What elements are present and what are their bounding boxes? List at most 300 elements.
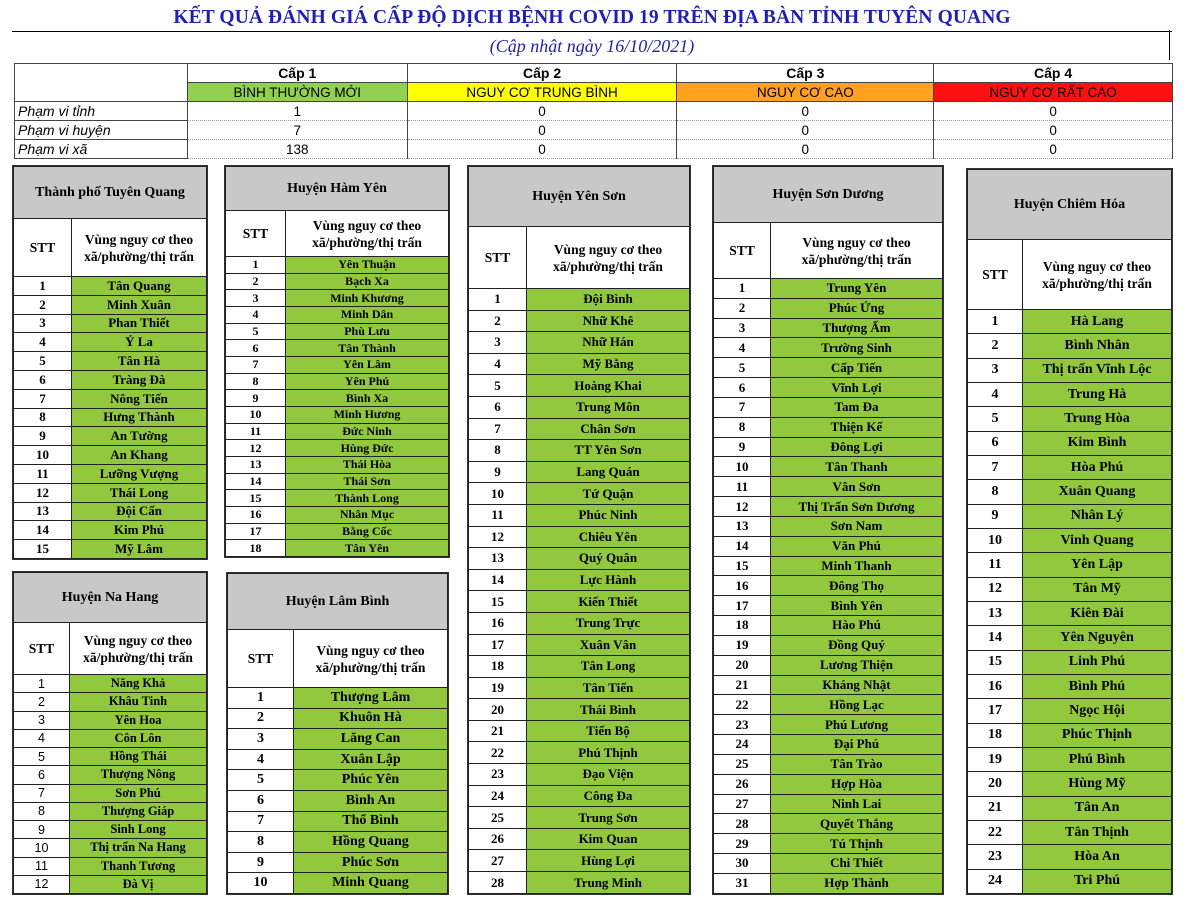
area-name: Khâu Tinh [70, 693, 207, 711]
area-name: Hợp Hòa [771, 774, 943, 794]
district-panel-son-duong [712, 165, 944, 895]
area-name: Xuân Quang [1023, 480, 1172, 504]
table-row [968, 553, 1172, 577]
row-number: 18 [968, 723, 1023, 747]
level-4-label: Cấp 4 [934, 64, 1173, 83]
table-row [469, 440, 690, 462]
table-row [714, 576, 943, 596]
table-row [714, 378, 943, 398]
table-row [228, 873, 448, 894]
row-number: 5 [469, 375, 527, 397]
table-row [228, 708, 448, 729]
table-row [714, 873, 943, 893]
area-name: Minh Quang [294, 873, 448, 894]
row-number: 6 [714, 378, 771, 398]
row-number: 17 [469, 634, 527, 656]
page-title: KẾT QUẢ ĐÁNH GIÁ CẤP ĐỘ DỊCH BỆNH COVID 19 TRÊN ĐỊA BÀN TỈNH TUYÊN QUANG [12, 6, 1172, 32]
row-number: 14 [226, 473, 286, 490]
table-row [714, 635, 943, 655]
area-name: Tri Phú [1023, 869, 1172, 893]
row-number: 9 [469, 461, 527, 483]
row-number: 2 [14, 693, 70, 711]
summary-row-province [15, 102, 1173, 121]
row-number: 25 [714, 754, 771, 774]
table-row [14, 333, 207, 352]
area-name: Tân Trào [771, 754, 943, 774]
row-number: 16 [226, 506, 286, 523]
table-row [968, 528, 1172, 552]
area-name: Nhân Mục [286, 506, 449, 523]
table-row [714, 735, 943, 755]
table-row [714, 397, 943, 417]
row-number: 10 [228, 873, 294, 894]
table-row [968, 796, 1172, 820]
row-number: 22 [968, 820, 1023, 844]
row-number: 2 [14, 295, 72, 314]
area-name: Thượng Nông [70, 766, 207, 784]
district-table [225, 166, 449, 557]
table-row [226, 373, 449, 390]
table-row [226, 340, 449, 357]
area-name: Hà Lang [1023, 310, 1172, 334]
row-number: 17 [714, 596, 771, 616]
table-row [14, 427, 207, 446]
area-name: Bằng Cốc [286, 523, 449, 540]
area-name: Thị Trấn Sơn Dương [771, 497, 943, 517]
row-number: 10 [968, 528, 1023, 552]
table-row [469, 699, 690, 721]
row-number: 21 [968, 796, 1023, 820]
table-row [469, 764, 690, 786]
area-name: Tân Thịnh [1023, 820, 1172, 844]
table-row [968, 699, 1172, 723]
area-name: Thượng Ấm [771, 318, 943, 338]
area-name: Bình Phú [1023, 674, 1172, 698]
area-name: Sơn Nam [771, 516, 943, 536]
table-row [14, 446, 207, 465]
row-number: 1 [968, 310, 1023, 334]
table-row [714, 675, 943, 695]
row-number: 18 [469, 656, 527, 678]
area-name: Đội Bình [527, 289, 690, 311]
table-row [714, 655, 943, 675]
row-number: 4 [228, 749, 294, 770]
table-row [228, 852, 448, 873]
area-name: Phúc Thịnh [1023, 723, 1172, 747]
table-row [14, 839, 207, 857]
area-name: Hòa An [1023, 845, 1172, 869]
area-name: Hùng Lợi [527, 850, 690, 872]
area-name: Tân Hà [72, 352, 207, 371]
district-title: Thành phố Tuyên Quang [14, 167, 207, 219]
district-table [468, 166, 690, 894]
row-number: 19 [469, 677, 527, 699]
table-row [228, 811, 448, 832]
table-row [469, 375, 690, 397]
area-name: Đạo Viện [527, 764, 690, 786]
area-name: Kim Bình [1023, 431, 1172, 455]
table-row [968, 310, 1172, 334]
area-name: Phúc Ninh [527, 504, 690, 526]
table-row [714, 318, 943, 338]
table-row [714, 556, 943, 576]
area-name: Lăng Can [294, 729, 448, 750]
area-name: An Tường [72, 427, 207, 446]
table-row [469, 656, 690, 678]
table-row [14, 821, 207, 839]
area-name: Lưỡng Vượng [72, 464, 207, 483]
table-row [714, 279, 943, 299]
district-title: Huyện Chiêm Hóa [968, 170, 1172, 240]
table-row [968, 577, 1172, 601]
table-row [968, 723, 1172, 747]
row-label: Phạm vi huyện [15, 121, 188, 140]
summary-value: 0 [407, 102, 677, 121]
area-name: An Khang [72, 446, 207, 465]
row-number: 2 [226, 273, 286, 290]
area-name: Hoàng Khai [527, 375, 690, 397]
table-row [228, 749, 448, 770]
row-number: 21 [714, 675, 771, 695]
row-number: 12 [469, 526, 527, 548]
row-number: 6 [14, 766, 70, 784]
table-row [968, 480, 1172, 504]
district-panel-na-hang [12, 571, 208, 895]
row-number: 11 [714, 477, 771, 497]
area-name: Tân Tiến [527, 677, 690, 699]
table-row [714, 437, 943, 457]
area-name: Đức Ninh [286, 423, 449, 440]
row-number: 4 [226, 306, 286, 323]
table-row [469, 828, 690, 850]
row-number: 6 [469, 396, 527, 418]
area-name: Trung Trực [527, 612, 690, 634]
area-name: Hồng Thái [70, 748, 207, 766]
stt-header: STT [228, 630, 294, 688]
table-row [14, 389, 207, 408]
area-name: Trung Sơn [527, 807, 690, 829]
table-row [14, 370, 207, 389]
area-name: Tân Mỹ [1023, 577, 1172, 601]
summary-value: 138 [187, 140, 407, 159]
district-table [13, 572, 207, 894]
row-number: 10 [469, 483, 527, 505]
area-name: Đông Lợi [771, 437, 943, 457]
area-name: Tứ Quận [527, 483, 690, 505]
summary-value: 0 [677, 102, 934, 121]
row-number: 1 [14, 675, 70, 693]
area-name: Minh Xuân [72, 295, 207, 314]
area-name: Đà Vị [70, 875, 207, 893]
table-row [968, 747, 1172, 771]
area-name: Tú Thịnh [771, 834, 943, 854]
area-name: Nhân Lý [1023, 504, 1172, 528]
area-name: Thị trấn Vĩnh Lộc [1023, 358, 1172, 382]
row-number: 5 [226, 323, 286, 340]
area-name: Yên Thuận [286, 257, 449, 274]
area-name: Thái Long [72, 483, 207, 502]
area-name: Công Đa [527, 785, 690, 807]
area-name: Đại Phú [771, 735, 943, 755]
area-name: Hưng Thành [72, 408, 207, 427]
table-row [968, 382, 1172, 406]
row-number: 3 [714, 318, 771, 338]
table-row [226, 506, 449, 523]
table-row [469, 418, 690, 440]
area-name: Kim Quan [527, 828, 690, 850]
row-number: 7 [14, 389, 72, 408]
row-number: 14 [14, 521, 72, 540]
district-title: Huyện Lâm Bình [228, 574, 448, 630]
area-name: Kiến Thiết [527, 591, 690, 613]
row-number: 2 [469, 310, 527, 332]
table-row [469, 720, 690, 742]
area-name: Hồng Quang [294, 832, 448, 853]
table-row [469, 548, 690, 570]
area-name: Minh Hương [286, 406, 449, 423]
row-number: 12 [14, 483, 72, 502]
row-number: 15 [968, 650, 1023, 674]
row-number: 1 [469, 289, 527, 311]
row-number: 13 [14, 502, 72, 521]
area-name: Phù Lưu [286, 323, 449, 340]
area-name: Hợp Thành [771, 873, 943, 893]
area-name: Tân Quang [72, 277, 207, 296]
district-title: Huyện Sơn Dương [714, 167, 943, 223]
table-row [714, 596, 943, 616]
table-row [226, 356, 449, 373]
area-name: Vinh Quang [1023, 528, 1172, 552]
level-2-name: NGUY CƠ TRUNG BÌNH [407, 83, 677, 102]
table-row [714, 477, 943, 497]
row-number: 6 [14, 370, 72, 389]
row-number: 2 [714, 298, 771, 318]
table-row [469, 353, 690, 375]
area-name: Trung Minh [527, 872, 690, 894]
summary-value: 7 [187, 121, 407, 140]
table-row [14, 875, 207, 893]
summary-value: 0 [934, 121, 1173, 140]
area-name: Trung Hà [1023, 382, 1172, 406]
row-number: 10 [14, 446, 72, 465]
row-number: 23 [714, 715, 771, 735]
level-3-name: NGUY CƠ CAO [677, 83, 934, 102]
area-name: Thượng Giáp [70, 802, 207, 820]
row-number: 5 [714, 358, 771, 378]
row-number: 11 [469, 504, 527, 526]
row-number: 19 [968, 747, 1023, 771]
table-row [469, 504, 690, 526]
table-row [14, 784, 207, 802]
row-number: 11 [968, 553, 1023, 577]
area-name: Thái Sơn [286, 473, 449, 490]
table-row [968, 820, 1172, 844]
table-row [14, 277, 207, 296]
table-row [714, 417, 943, 437]
table-row [469, 461, 690, 483]
row-number: 24 [714, 735, 771, 755]
district-panel-lam-binh [226, 572, 449, 895]
table-row [14, 502, 207, 521]
row-number: 13 [469, 548, 527, 570]
row-number: 20 [968, 772, 1023, 796]
area-name: Tân Thành [286, 340, 449, 357]
row-label: Phạm vi xã [15, 140, 188, 159]
area-name: Hồng Lạc [771, 695, 943, 715]
table-row [469, 872, 690, 894]
table-row [714, 298, 943, 318]
row-number: 24 [968, 869, 1023, 893]
area-name: Tràng Đà [72, 370, 207, 389]
area-name: Trung Yên [771, 279, 943, 299]
table-row [14, 857, 207, 875]
area-name: Tân An [1023, 796, 1172, 820]
row-number: 22 [469, 742, 527, 764]
row-number: 17 [226, 523, 286, 540]
row-number: 3 [226, 290, 286, 307]
summary-row-commune [15, 140, 1173, 159]
row-number: 4 [714, 338, 771, 358]
district-table [967, 169, 1172, 894]
area-name: Kháng Nhật [771, 675, 943, 695]
summary-value: 0 [934, 140, 1173, 159]
table-row [228, 688, 448, 709]
table-row [14, 295, 207, 314]
area-name: Phúc Ứng [771, 298, 943, 318]
row-number: 14 [714, 536, 771, 556]
area-name: Côn Lôn [70, 729, 207, 747]
row-number: 3 [14, 314, 72, 333]
row-number: 8 [968, 480, 1023, 504]
area-name: Hùng Mỹ [1023, 772, 1172, 796]
area-name: Tam Đa [771, 397, 943, 417]
area-name: Văn Phú [771, 536, 943, 556]
row-number: 2 [228, 708, 294, 729]
row-number: 22 [714, 695, 771, 715]
row-number: 8 [226, 373, 286, 390]
level-3-label: Cấp 3 [677, 64, 934, 83]
stt-header: STT [968, 240, 1023, 310]
table-row [14, 464, 207, 483]
area-name: Nhữ Hán [527, 332, 690, 354]
area-name: Kiên Đài [1023, 601, 1172, 625]
table-row [469, 742, 690, 764]
area-name: Ninh Lai [771, 794, 943, 814]
table-row [14, 540, 207, 559]
table-row [968, 869, 1172, 893]
table-row [226, 323, 449, 340]
table-row [469, 396, 690, 418]
area-name: Trung Hòa [1023, 407, 1172, 431]
row-number: 30 [714, 854, 771, 874]
district-panel-yen-son [467, 165, 691, 895]
area-name: Tân Thanh [771, 457, 943, 477]
row-number: 16 [469, 612, 527, 634]
district-title: Huyện Hàm Yên [226, 167, 449, 211]
area-name: Thổ Bình [294, 811, 448, 832]
table-row [14, 729, 207, 747]
area-name: Ngọc Hội [1023, 699, 1172, 723]
district-table [713, 166, 943, 894]
level-1-label: Cấp 1 [187, 64, 407, 83]
table-row [968, 455, 1172, 479]
row-number: 5 [228, 770, 294, 791]
table-row [228, 729, 448, 750]
row-number: 1 [226, 257, 286, 274]
area-name: Phú Bình [1023, 747, 1172, 771]
area-name: Tân Yên [286, 540, 449, 557]
table-row [469, 310, 690, 332]
area-name: Đội Cấn [72, 502, 207, 521]
row-number: 7 [968, 455, 1023, 479]
area-name: Minh Thanh [771, 556, 943, 576]
row-number: 6 [226, 340, 286, 357]
table-row [469, 483, 690, 505]
table-row [968, 504, 1172, 528]
area-name: Năng Khả [70, 675, 207, 693]
table-row [226, 390, 449, 407]
row-number: 24 [469, 785, 527, 807]
area-name: Phúc Yên [294, 770, 448, 791]
stt-header: STT [14, 219, 72, 277]
summary-value: 0 [677, 140, 934, 159]
row-number: 8 [714, 417, 771, 437]
area-name: Mỹ Lâm [72, 540, 207, 559]
area-name: Quyết Thắng [771, 814, 943, 834]
row-number: 18 [226, 540, 286, 557]
row-number: 4 [968, 382, 1023, 406]
area-name: Phan Thiết [72, 314, 207, 333]
area-name: Bình An [294, 790, 448, 811]
row-number: 9 [14, 821, 70, 839]
area-header: Vùng nguy cơ theo xã/phường/thị trấn [72, 219, 207, 277]
area-name: Thanh Tương [70, 857, 207, 875]
row-number: 11 [226, 423, 286, 440]
row-number: 1 [14, 277, 72, 296]
table-row [469, 785, 690, 807]
area-name: Vĩnh Lợi [771, 378, 943, 398]
table-row [968, 845, 1172, 869]
area-name: Xuân Vân [527, 634, 690, 656]
area-name: Lang Quán [527, 461, 690, 483]
area-name: Lương Thiện [771, 655, 943, 675]
area-name: Thái Hòa [286, 456, 449, 473]
table-row [226, 257, 449, 274]
table-row [714, 794, 943, 814]
area-name: Thái Bình [527, 699, 690, 721]
table-row [14, 766, 207, 784]
area-name: Đồng Quý [771, 635, 943, 655]
stt-header: STT [226, 211, 286, 257]
table-row [226, 490, 449, 507]
row-number: 12 [714, 497, 771, 517]
area-name: Nhữ Khê [527, 310, 690, 332]
row-number: 15 [714, 556, 771, 576]
area-name: Chiêu Yên [527, 526, 690, 548]
row-number: 26 [714, 774, 771, 794]
area-name: Yên Nguyên [1023, 626, 1172, 650]
table-row [714, 457, 943, 477]
area-name: Minh Khương [286, 290, 449, 307]
row-number: 9 [14, 427, 72, 446]
area-name: Hào Phú [771, 616, 943, 636]
row-number: 13 [226, 456, 286, 473]
stt-header: STT [469, 227, 527, 289]
row-number: 13 [968, 601, 1023, 625]
area-name: Ỷ La [72, 333, 207, 352]
table-row [14, 711, 207, 729]
row-number: 12 [14, 875, 70, 893]
